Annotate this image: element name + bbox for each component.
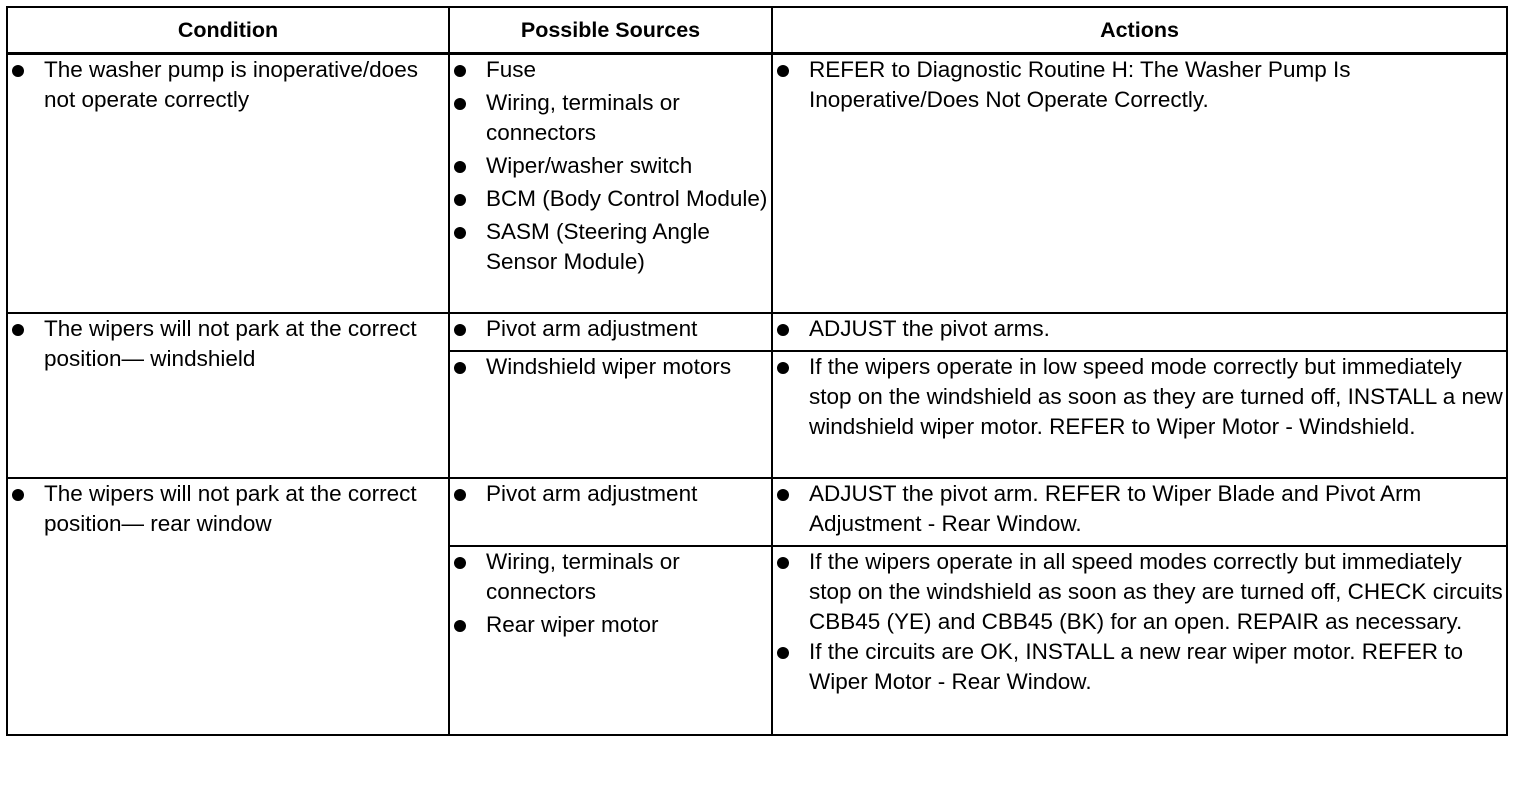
condition-cell xyxy=(7,54,449,314)
condition-text: The washer pump is inoperative/does not operate correctly xyxy=(8,55,448,115)
condition-cell xyxy=(7,478,449,735)
condition-text: The wipers will not park at the correct position— windshield xyxy=(8,314,448,374)
diagnostic-table xyxy=(6,6,1508,736)
source-item: SASM (Steering Angle Sensor Module) xyxy=(450,217,771,277)
source-item: Wiper/washer switch xyxy=(450,151,771,181)
source-item: Rear wiper motor xyxy=(450,610,771,640)
action-item: If the circuits are OK, INSTALL a new rear wiper motor. REFER to Wiper Motor - Rear Window. xyxy=(773,637,1506,697)
source-item: Pivot arm adjustment xyxy=(450,479,771,509)
sources-cell xyxy=(449,54,772,314)
action-item: If the wipers operate in low speed mode correctly but immediately stop on the windshield as soon as they are turned off, INSTALL a new windshield wiper motor. REFER to Wiper Motor - Windshield. xyxy=(773,352,1506,442)
actions-cell xyxy=(772,313,1507,351)
table-row xyxy=(7,54,1507,314)
source-item: Windshield wiper motors xyxy=(450,352,771,382)
table-row xyxy=(7,478,1507,546)
header-row xyxy=(7,7,1507,54)
sources-cell xyxy=(449,351,772,478)
source-item: Wiring, terminals or connectors xyxy=(450,88,771,148)
actions-cell xyxy=(772,478,1507,546)
source-item: Wiring, terminals or connectors xyxy=(450,547,771,607)
condition-text: The wipers will not park at the correct position— rear window xyxy=(8,479,448,539)
header-sources: Possible Sources xyxy=(449,7,772,54)
action-item: If the wipers operate in all speed modes correctly but immediately stop on the windshield as soon as they are turned off, CHECK circuits CBB45 (YE) and CBB45 (BK) for an open. REPAIR as necessary. xyxy=(773,547,1506,637)
sources-cell xyxy=(449,313,772,351)
actions-cell xyxy=(772,351,1507,478)
action-item: ADJUST the pivot arm. REFER to Wiper Blade and Pivot Arm Adjustment - Rear Window. xyxy=(773,479,1506,539)
header-actions: Actions xyxy=(772,7,1507,54)
header-condition: Condition xyxy=(7,7,449,54)
action-item: REFER to Diagnostic Routine H: The Washer Pump Is Inoperative/Does Not Operate Correctly. xyxy=(773,55,1506,115)
source-item: Pivot arm adjustment xyxy=(450,314,771,344)
action-item: ADJUST the pivot arms. xyxy=(773,314,1506,344)
source-item: BCM (Body Control Module) xyxy=(450,184,771,214)
sources-cell xyxy=(449,478,772,546)
source-item: Fuse xyxy=(450,55,771,85)
actions-cell xyxy=(772,546,1507,735)
actions-cell xyxy=(772,54,1507,314)
condition-cell xyxy=(7,313,449,478)
sources-cell xyxy=(449,546,772,735)
table-row xyxy=(7,313,1507,351)
